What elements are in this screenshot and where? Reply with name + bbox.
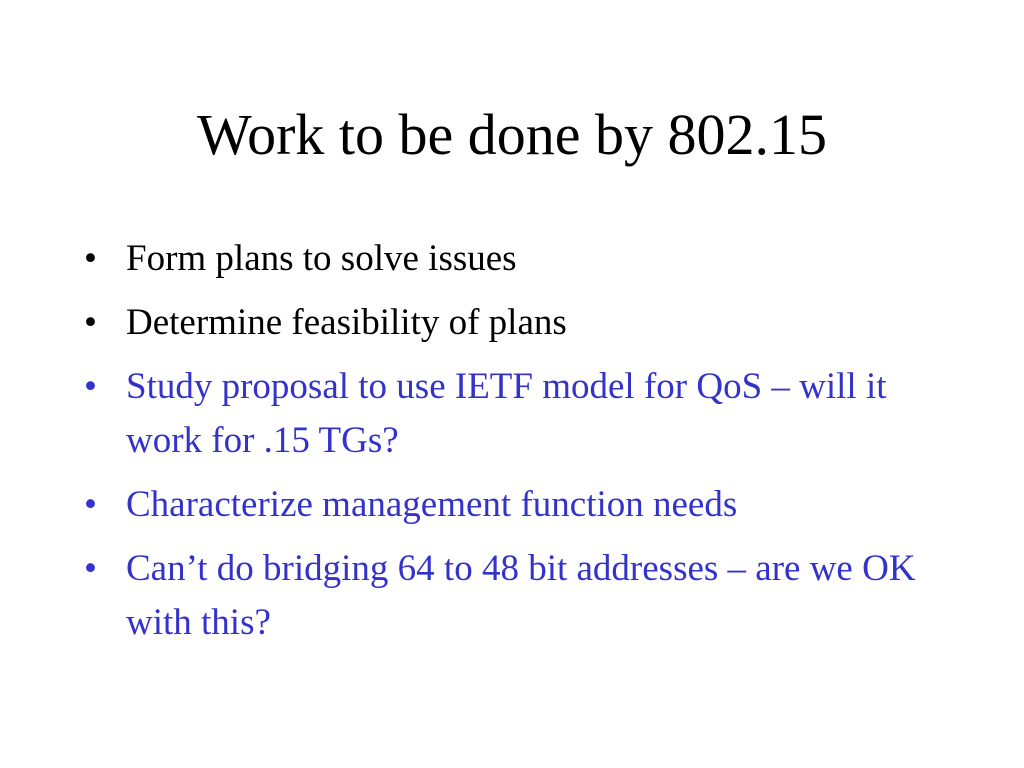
slide-title: Work to be done by 802.15 [196, 102, 827, 167]
bullet-icon: • [84, 238, 97, 279]
bullet-text: Can’t do bridging 64 to 48 bit addresses – are we OK with this? [126, 548, 916, 643]
bullet-item-form-plans [84, 232, 944, 286]
bullet-text: Determine feasibility of plans [126, 302, 567, 343]
bullet-item-determine-feasibility [84, 296, 944, 350]
bullet-text: Form plans to solve issues [126, 238, 517, 279]
bullet-list [84, 232, 944, 660]
bullet-icon: • [84, 366, 97, 407]
bullet-item-bridging-addresses [84, 542, 944, 650]
bullet-text: Study proposal to use IETF model for QoS – will it work for .15 TGs? [126, 366, 887, 461]
bullet-text: Characterize management function needs [126, 484, 738, 525]
bullet-item-characterize-management [84, 478, 944, 532]
bullet-item-study-proposal [84, 360, 944, 468]
bullet-icon: • [84, 484, 97, 525]
bullet-icon: • [84, 548, 97, 589]
bullet-icon: • [84, 302, 97, 343]
